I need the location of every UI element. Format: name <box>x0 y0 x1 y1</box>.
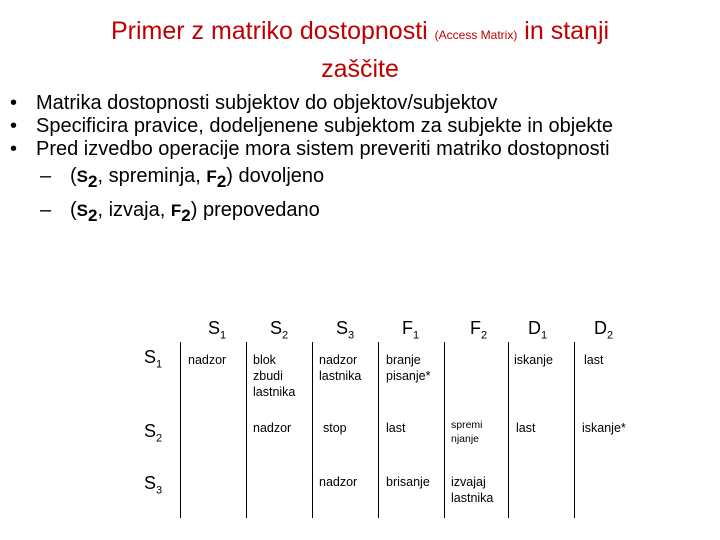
result: prepovedano <box>202 199 320 221</box>
object: F <box>170 201 182 220</box>
dash-icon: – <box>40 165 52 187</box>
object: F <box>206 167 217 186</box>
bullet-text: Specificira pravice, dodeljenene subjektom za subjekte in objekte <box>36 115 614 137</box>
matrix-cell: nadzor <box>188 353 227 367</box>
subject: S <box>76 201 89 220</box>
bullet-dot-icon: • <box>10 115 18 137</box>
bullet-item <box>10 115 700 138</box>
bullet-text: Pred izvedbo operacije mora sistem preveriti matriko dostopnosti <box>36 138 610 160</box>
column-header: $S_3$ <box>336 318 355 342</box>
column-header: $D_1$ <box>528 318 548 342</box>
title-note: (Access Matrix) <box>434 28 518 42</box>
object-index: 2 <box>181 206 191 225</box>
subject-index: 2 <box>88 206 98 225</box>
matrix-cell: last <box>584 353 604 367</box>
bullet-text: Matrika dostopnosti subjektov do objektov/subjektov <box>36 92 498 114</box>
title-main: Primer z matriko dostopnosti <box>110 17 428 45</box>
paren: ) <box>226 165 233 187</box>
matrix-cell: branje pisanje* <box>386 353 431 383</box>
bullet-item <box>10 92 700 115</box>
matrix-cell: nadzor lastnika <box>319 353 362 383</box>
matrix-cell: last <box>386 421 406 435</box>
result: dovoljeno <box>238 165 325 187</box>
column-divider <box>180 342 181 518</box>
subject-index: 2 <box>88 172 98 191</box>
paren: ( <box>70 199 77 221</box>
column-divider <box>378 342 379 518</box>
object-index: 2 <box>216 172 227 191</box>
column-header: $S_1$ <box>208 318 227 342</box>
paren: ) <box>190 199 198 221</box>
column-divider <box>246 342 247 518</box>
sub-bullet-item <box>10 197 700 229</box>
matrix-cell: iskanje <box>514 353 553 367</box>
sub-bullet-item <box>10 161 700 197</box>
title-rest: in stanji <box>524 17 610 45</box>
slide-title <box>0 14 720 86</box>
matrix-cell: izvajaj lastnika <box>451 475 494 505</box>
bullet-dot-icon: • <box>10 92 18 114</box>
column-header: $D_2$ <box>594 318 614 342</box>
bullet-dot-icon: • <box>10 138 18 160</box>
column-divider <box>444 342 445 518</box>
dash-icon: – <box>40 199 52 221</box>
operation: , izvaja, <box>97 199 166 221</box>
title-line2: zaščite <box>321 55 399 83</box>
column-divider <box>508 342 509 518</box>
matrix-cell: blok zbudi lastnika <box>253 353 296 399</box>
row-header: $S_2$ <box>144 421 163 445</box>
bullet-item <box>10 138 700 161</box>
matrix-cell: last <box>516 421 536 435</box>
matrix-cell: nadzor <box>253 421 292 435</box>
matrix-cell: iskanje* <box>582 421 626 435</box>
operation: , spreminja, <box>97 165 201 187</box>
matrix-cell: nadzor <box>319 475 358 489</box>
row-header: $S_1$ <box>144 347 163 371</box>
column-header: $S_2$ <box>270 318 289 342</box>
matrix-cell: stop <box>323 421 347 435</box>
column-divider <box>574 342 575 518</box>
subject: S <box>76 167 89 186</box>
matrix-cell: spremi njanje <box>451 419 483 445</box>
column-divider <box>312 342 313 518</box>
column-header: $F_2$ <box>470 318 488 342</box>
row-header: $S_3$ <box>144 473 163 497</box>
bullet-list <box>10 92 700 229</box>
matrix-cell: brisanje <box>386 475 430 489</box>
column-header: $F_1$ <box>402 318 420 342</box>
paren: ( <box>70 165 77 187</box>
